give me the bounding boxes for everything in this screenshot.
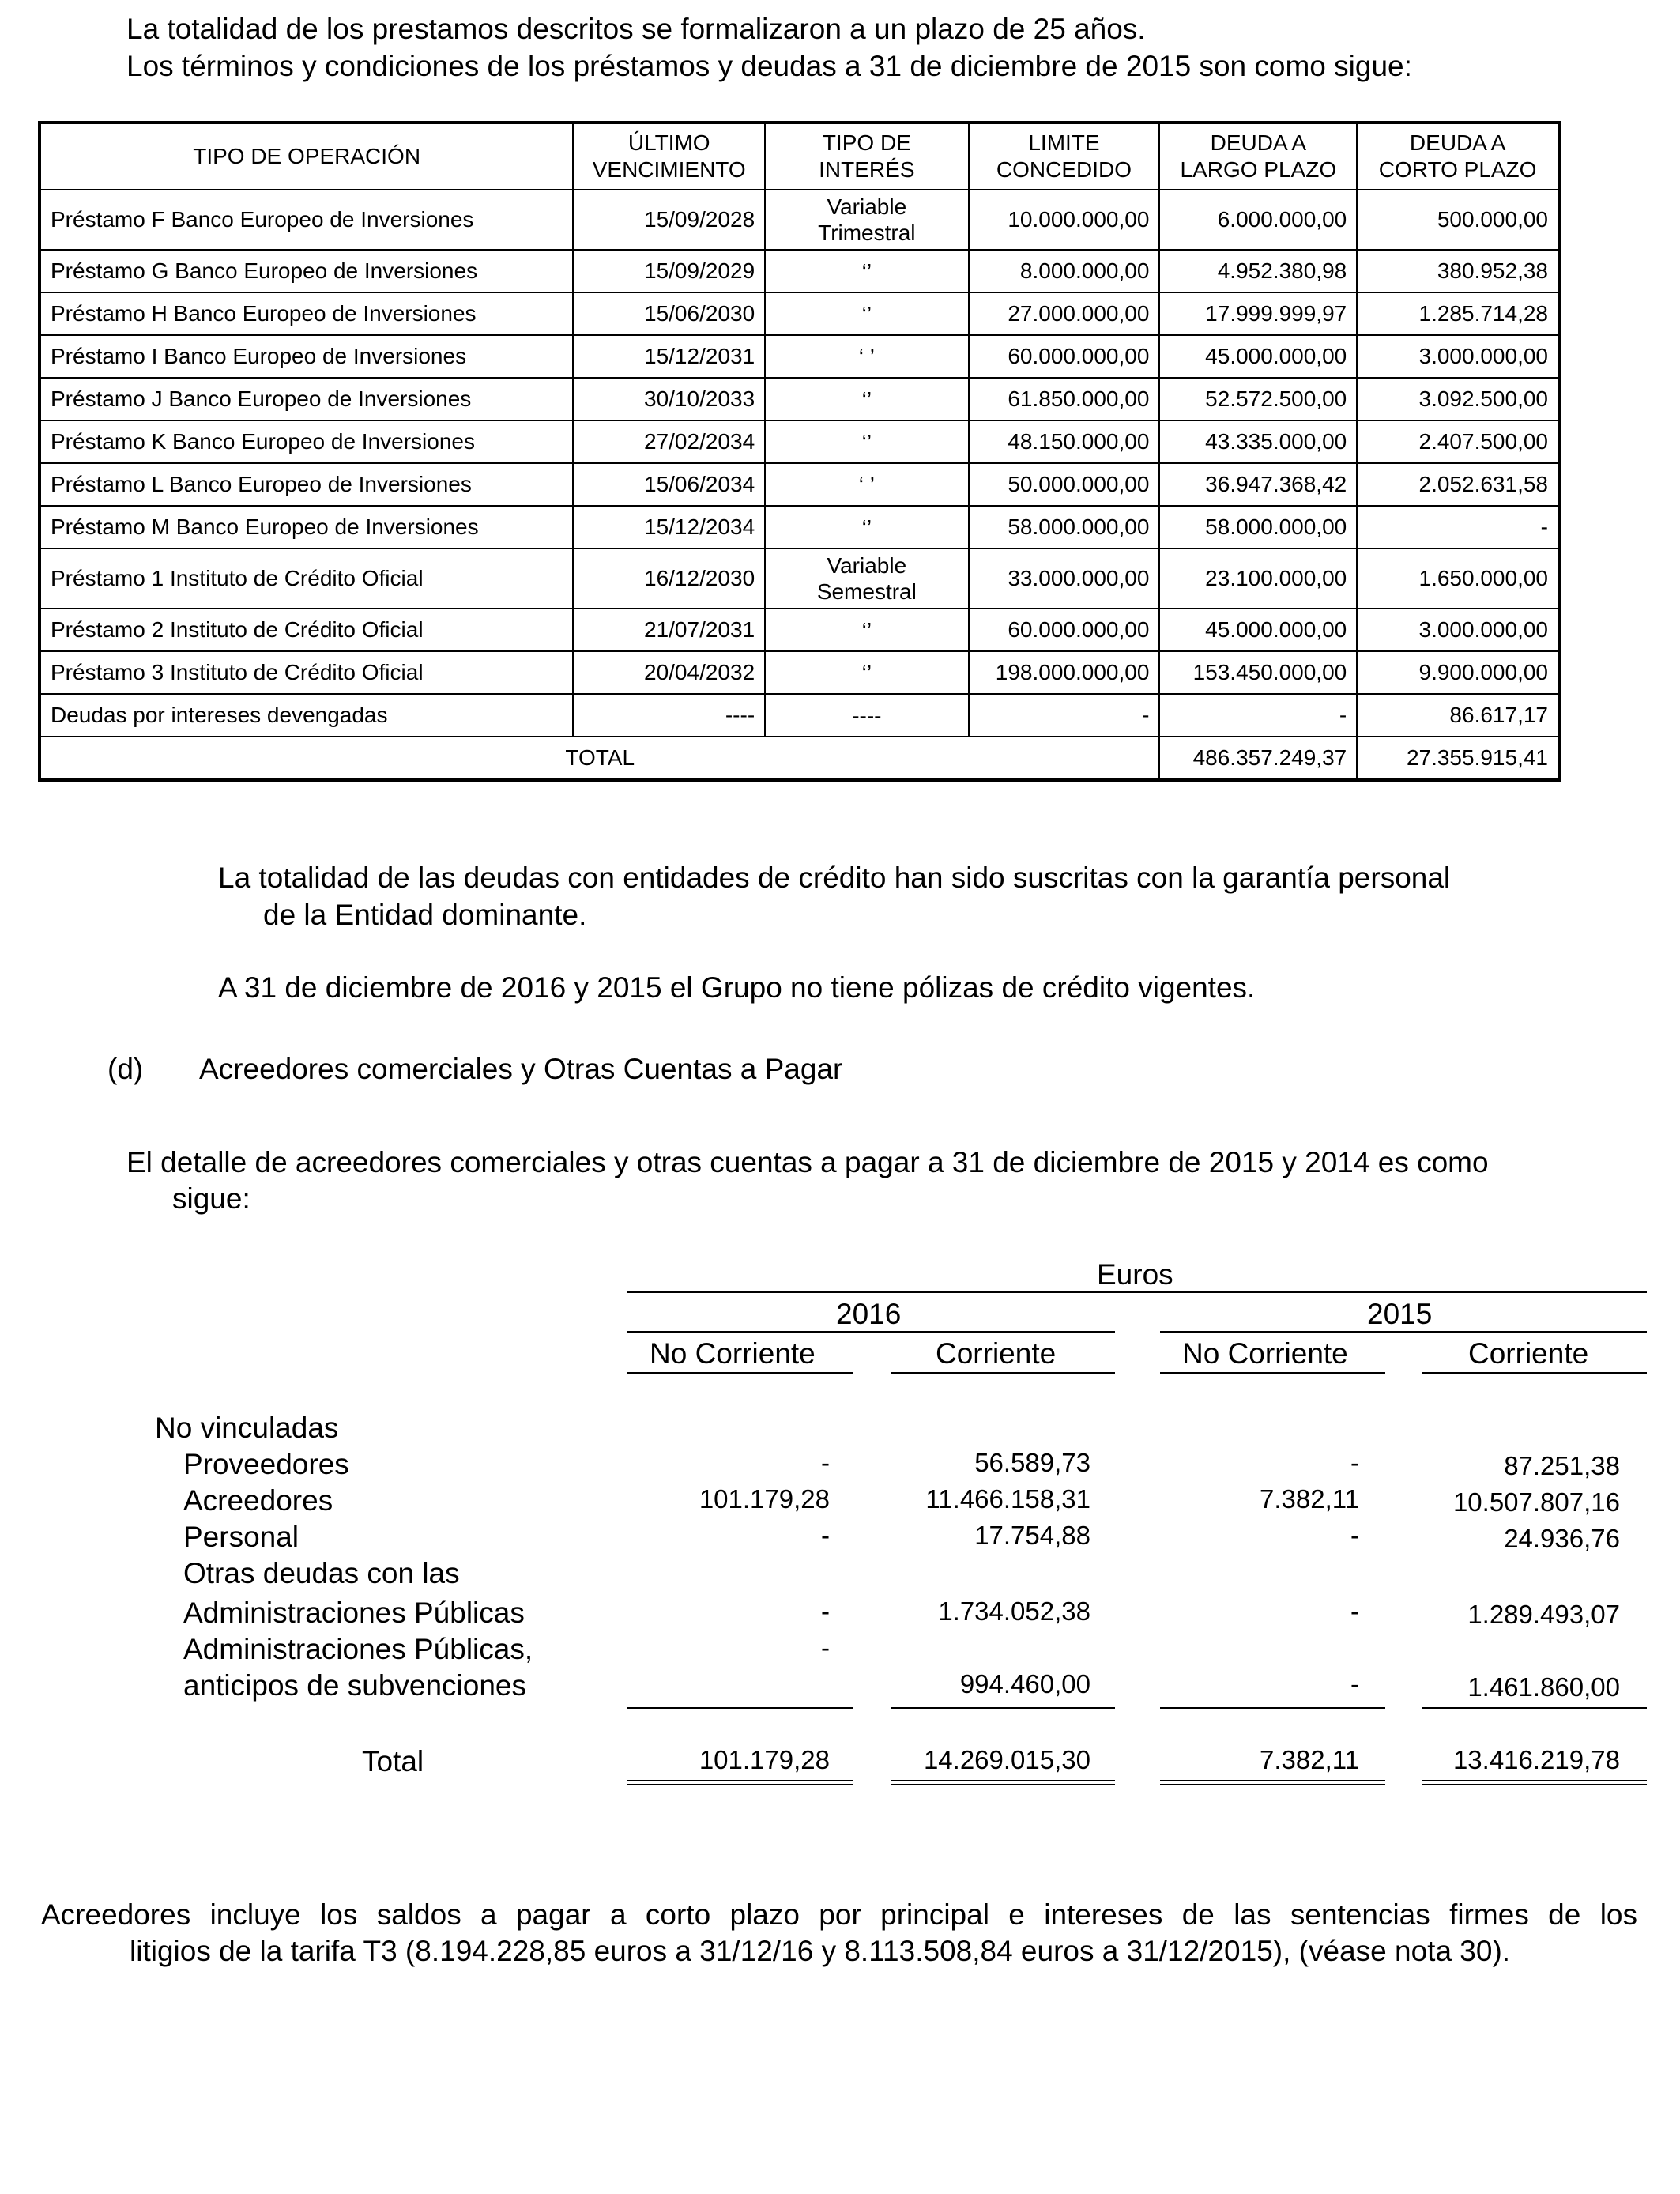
- loan-name: Préstamo L Banco Europeo de Inversiones: [40, 463, 573, 506]
- loan-limit: 198.000.000,00: [969, 651, 1160, 694]
- creditor-b-c: 1.461.860,00: [1467, 1672, 1620, 1702]
- loan-limit: 60.000.000,00: [969, 335, 1160, 378]
- loan-long: 23.100.000,00: [1159, 548, 1357, 609]
- detalle-line-2: sigue:: [172, 1182, 250, 1215]
- header-interes: TIPO DE INTERÉS: [765, 123, 968, 190]
- total-a-nc: 101.179,28: [699, 1745, 830, 1774]
- loan-name: Préstamo I Banco Europeo de Inversiones: [40, 335, 573, 378]
- loan-name: Préstamo M Banco Europeo de Inversiones: [40, 506, 573, 548]
- loan-row: [40, 694, 1559, 737]
- col-a-c-rule: [891, 1372, 1115, 1374]
- header-largo: DEUDA A LARGO PLAZO: [1159, 123, 1357, 190]
- creditor-label: Acreedores: [183, 1484, 333, 1517]
- creditor-label: Otras deudas con las: [183, 1557, 460, 1589]
- loan-rate: ----: [765, 694, 968, 737]
- creditor-a-c: 1.734.052,38: [938, 1596, 1090, 1626]
- creditor-b-c: 10.507.807,16: [1452, 1487, 1620, 1517]
- creditor-a-nc: -: [821, 1596, 830, 1626]
- col-b-nc: No Corriente: [1182, 1337, 1348, 1370]
- loan-name: Préstamo 2 Instituto de Crédito Oficial: [40, 609, 573, 651]
- loan-row: [40, 190, 1559, 250]
- loans-header-row: [40, 123, 1559, 190]
- loan-name: Deudas por intereses devengadas: [40, 694, 573, 737]
- col-a-nc-rule: [627, 1372, 853, 1374]
- creditor-b-c: 1.289.493,07: [1467, 1600, 1620, 1629]
- loans-table: [38, 121, 1561, 782]
- loans-total-long: 486.357.249,37: [1159, 737, 1357, 780]
- loan-limit: 58.000.000,00: [969, 506, 1160, 548]
- loan-rate: ‘ ’: [765, 335, 968, 378]
- loan-rate: ‘’: [765, 292, 968, 335]
- header-tipo: TIPO DE OPERACIÓN: [40, 123, 573, 190]
- loan-name: Préstamo J Banco Europeo de Inversiones: [40, 378, 573, 420]
- loan-long: 43.335.000,00: [1159, 420, 1357, 463]
- loan-name: Préstamo K Banco Europeo de Inversiones: [40, 420, 573, 463]
- creditor-b-nc: -: [1350, 1521, 1359, 1550]
- header-corto: DEUDA A CORTO PLAZO: [1357, 123, 1559, 190]
- creditor-label-2: anticipos de subvenciones: [183, 1669, 527, 1702]
- creditor-b-nc: -: [1350, 1596, 1359, 1626]
- creditor-b-c: 87.251,38: [1504, 1451, 1620, 1480]
- total-rule-b-nc: [1160, 1780, 1385, 1785]
- year-b: 2015: [1367, 1298, 1433, 1330]
- creditor-b-nc: -: [1350, 1669, 1359, 1698]
- creditor-label: Proveedores: [183, 1448, 349, 1480]
- creditor-label: Personal: [183, 1521, 299, 1553]
- year-a: 2016: [836, 1298, 902, 1330]
- loan-name: Préstamo G Banco Europeo de Inversiones: [40, 250, 573, 292]
- loan-short: 380.952,38: [1357, 250, 1559, 292]
- loan-long: 153.450.000,00: [1159, 651, 1357, 694]
- creditor-a-c: 17.754,88: [974, 1521, 1090, 1550]
- loans-total-short: 27.355.915,41: [1357, 737, 1559, 780]
- loan-row: [40, 651, 1559, 694]
- loan-date: 20/04/2032: [573, 651, 765, 694]
- loan-row: [40, 548, 1559, 609]
- creditor-label-2: Administraciones Públicas: [183, 1596, 525, 1629]
- loan-date: ----: [573, 694, 765, 737]
- col-b-c: Corriente: [1468, 1337, 1589, 1370]
- section-letter: (d): [107, 1053, 144, 1085]
- col-a-c: Corriente: [936, 1337, 1057, 1370]
- loan-rate: ‘’: [765, 420, 968, 463]
- creditor-b-c: 24.936,76: [1504, 1524, 1620, 1553]
- loan-limit: 50.000.000,00: [969, 463, 1160, 506]
- loan-row: [40, 292, 1559, 335]
- loan-long: 17.999.999,97: [1159, 292, 1357, 335]
- loan-limit: 8.000.000,00: [969, 250, 1160, 292]
- loan-row: [40, 335, 1559, 378]
- loan-long: 52.572.500,00: [1159, 378, 1357, 420]
- creditor-a-c: 11.466.158,31: [925, 1484, 1090, 1514]
- loan-name: Préstamo F Banco Europeo de Inversiones: [40, 190, 573, 250]
- col-b-c-rule: [1422, 1372, 1647, 1374]
- loan-date: 15/06/2030: [573, 292, 765, 335]
- creditor-a-c: 994.460,00: [959, 1669, 1090, 1698]
- creditor-a-nc: -: [821, 1521, 830, 1550]
- loan-date: 15/12/2034: [573, 506, 765, 548]
- loan-row: [40, 378, 1559, 420]
- loan-date: 15/12/2031: [573, 335, 765, 378]
- loan-long: 45.000.000,00: [1159, 609, 1357, 651]
- loan-rate: ‘ ’: [765, 463, 968, 506]
- loan-short: 9.900.000,00: [1357, 651, 1559, 694]
- intro-line-1: La totalidad de los prestamos descritos se formalizaron a un plazo de 25 años.: [126, 13, 1146, 45]
- creditor-b-nc: 7.382,11: [1259, 1484, 1359, 1514]
- loan-short: -: [1357, 506, 1559, 548]
- loan-long: 45.000.000,00: [1159, 335, 1357, 378]
- total-rule-a-nc: [627, 1780, 853, 1785]
- loan-short: 2.407.500,00: [1357, 420, 1559, 463]
- creditors-currency: Euros: [1097, 1258, 1173, 1291]
- nota-line-1: Acreedores incluye los saldos a pagar a corto plazo por principal e intereses de las sentencias firmes de los: [41, 1898, 1637, 1931]
- loan-rate: ‘’: [765, 609, 968, 651]
- loan-row: [40, 420, 1559, 463]
- loan-limit: 10.000.000,00: [969, 190, 1160, 250]
- polizas-text: A 31 de diciembre de 2016 y 2015 el Grupo no tiene pólizas de crédito vigentes.: [218, 971, 1256, 1004]
- loan-date: 21/07/2031: [573, 609, 765, 651]
- loan-row: [40, 250, 1559, 292]
- loans-body: [40, 190, 1559, 737]
- loan-short: 1.650.000,00: [1357, 548, 1559, 609]
- loan-short: 3.000.000,00: [1357, 609, 1559, 651]
- currency-rule: [627, 1291, 1647, 1293]
- loan-date: 15/09/2029: [573, 250, 765, 292]
- loan-date: 15/06/2034: [573, 463, 765, 506]
- loan-limit: 33.000.000,00: [969, 548, 1160, 609]
- loan-date: 16/12/2030: [573, 548, 765, 609]
- loans-total-row: [40, 737, 1559, 780]
- loan-short: 2.052.631,58: [1357, 463, 1559, 506]
- year-b-rule: [1160, 1331, 1647, 1333]
- loan-date: 30/10/2033: [573, 378, 765, 420]
- loans-total-label: TOTAL: [40, 737, 1159, 780]
- loan-row: [40, 463, 1559, 506]
- loan-name: Préstamo H Banco Europeo de Inversiones: [40, 292, 573, 335]
- sub-rule-a-nc: [627, 1707, 853, 1709]
- total-a-c: 14.269.015,30: [923, 1745, 1090, 1774]
- loan-long: 58.000.000,00: [1159, 506, 1357, 548]
- loan-long: 4.952.380,98: [1159, 250, 1357, 292]
- loan-long: -: [1159, 694, 1357, 737]
- nota-line-2: litigios de la tarifa T3 (8.194.228,85 euros a 31/12/16 y 8.113.508,84 euros a 31/12/2015), (véase nota 30).: [130, 1935, 1511, 1967]
- loan-long: 36.947.368,42: [1159, 463, 1357, 506]
- loan-short: 500.000,00: [1357, 190, 1559, 250]
- loan-date: 15/09/2028: [573, 190, 765, 250]
- total-b-nc: 7.382,11: [1259, 1745, 1359, 1774]
- sub-rule-b-c: [1422, 1707, 1647, 1709]
- loan-row: [40, 609, 1559, 651]
- col-b-nc-rule: [1160, 1372, 1385, 1374]
- loan-rate: ‘’: [765, 651, 968, 694]
- loan-short: 86.617,17: [1357, 694, 1559, 737]
- sub-rule-b-nc: [1160, 1707, 1385, 1709]
- creditor-a-nc: 101.179,28: [699, 1484, 830, 1514]
- loan-name: Préstamo 3 Instituto de Crédito Oficial: [40, 651, 573, 694]
- creditors-total-label: Total: [362, 1745, 424, 1777]
- loan-rate: ‘’: [765, 378, 968, 420]
- loan-rate: ‘’: [765, 250, 968, 292]
- loan-row: [40, 506, 1559, 548]
- loan-limit: 61.850.000,00: [969, 378, 1160, 420]
- garantia-line-2: de la Entidad dominante.: [263, 899, 587, 931]
- section-title: Acreedores comerciales y Otras Cuentas a Pagar: [199, 1053, 843, 1085]
- sub-rule-a-c: [891, 1707, 1115, 1709]
- creditors-group: No vinculadas: [155, 1412, 339, 1444]
- loan-name: Préstamo 1 Instituto de Crédito Oficial: [40, 548, 573, 609]
- intro-line-2: Los términos y condiciones de los préstamos y deudas a 31 de diciembre de 2015 son como sigue:: [126, 50, 1412, 82]
- loan-rate: Variable Semestral: [765, 548, 968, 609]
- header-ultimo: ÚLTIMO VENCIMIENTO: [573, 123, 765, 190]
- loan-short: 3.092.500,00: [1357, 378, 1559, 420]
- total-b-c: 13.416.219,78: [1452, 1745, 1620, 1774]
- loan-short: 1.285.714,28: [1357, 292, 1559, 335]
- total-rule-b-c: [1422, 1780, 1647, 1785]
- creditor-b-nc: -: [1350, 1448, 1359, 1477]
- loan-limit: 48.150.000,00: [969, 420, 1160, 463]
- creditor-label: Administraciones Públicas,: [183, 1633, 533, 1665]
- loan-long: 6.000.000,00: [1159, 190, 1357, 250]
- header-limite: LIMITE CONCEDIDO: [969, 123, 1160, 190]
- col-a-nc: No Corriente: [650, 1337, 816, 1370]
- loan-limit: 27.000.000,00: [969, 292, 1160, 335]
- loan-rate: ‘’: [765, 506, 968, 548]
- loan-limit: 60.000.000,00: [969, 609, 1160, 651]
- garantia-line-1: La totalidad de las deudas con entidades de crédito han sido suscritas con la garantía personal: [218, 861, 1451, 894]
- loan-date: 27/02/2034: [573, 420, 765, 463]
- creditor-a-c: 56.589,73: [974, 1448, 1090, 1477]
- loan-short: 3.000.000,00: [1357, 335, 1559, 378]
- creditor-a-nc: -: [821, 1633, 830, 1662]
- creditor-a-nc: -: [821, 1448, 830, 1477]
- year-a-rule: [627, 1331, 1115, 1333]
- detalle-line-1: El detalle de acreedores comerciales y otras cuentas a pagar a 31 de diciembre de 2015 y 2014 es como: [126, 1146, 1489, 1178]
- loan-rate: Variable Trimestral: [765, 190, 968, 250]
- total-rule-a-c: [891, 1780, 1115, 1785]
- loan-limit: -: [969, 694, 1160, 737]
